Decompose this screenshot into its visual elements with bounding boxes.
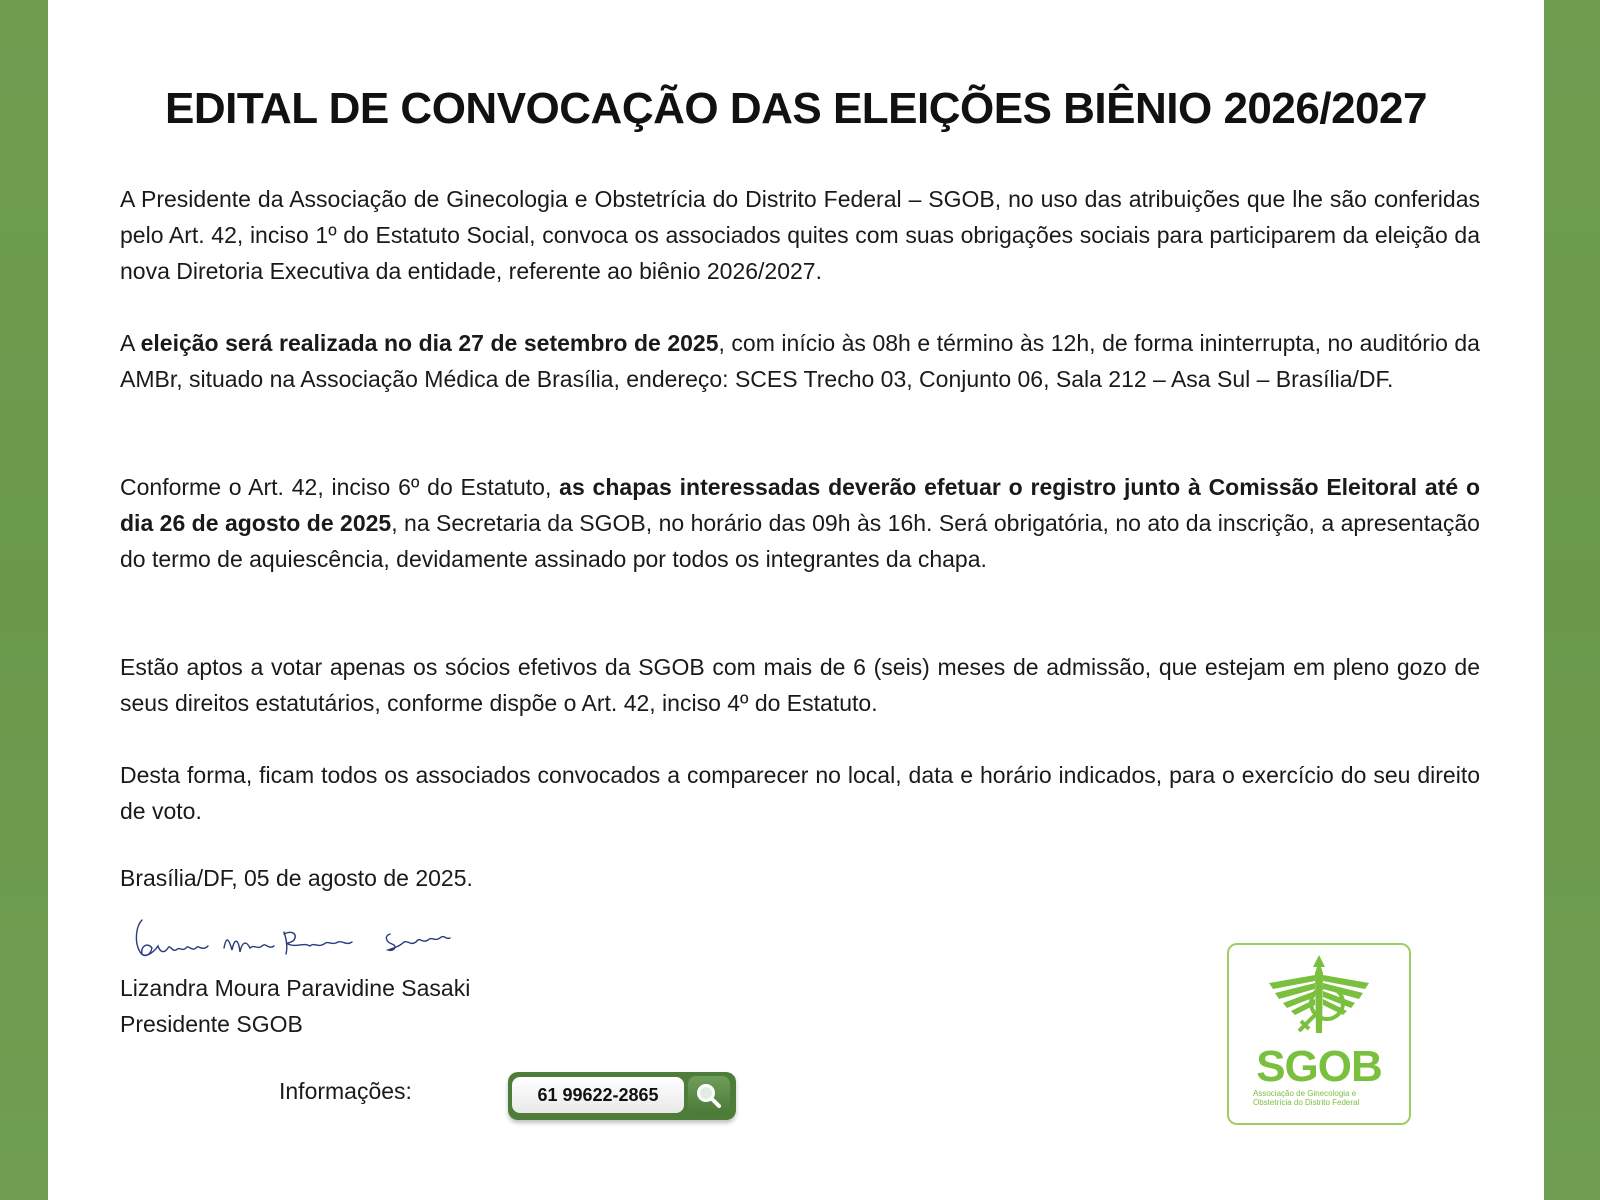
place-date-line: Brasília/DF, 05 de agosto de 2025. xyxy=(120,865,473,891)
right-green-border xyxy=(1544,0,1600,1200)
paragraph-election-date-start: A xyxy=(120,330,141,356)
info-label: Informações: xyxy=(279,1078,412,1104)
paragraph-election-date xyxy=(120,325,1480,397)
logo-wordmark: SGOB xyxy=(1256,1042,1382,1091)
search-button[interactable] xyxy=(688,1076,730,1114)
paragraph-registration xyxy=(120,469,1480,577)
handwritten-signature xyxy=(128,912,468,977)
paragraph-voter-eligibility: Estão aptos a votar apenas os sócios efetivos da SGOB com mais de 6 (seis) meses de admissão, que estejam em pleno gozo de seus direitos estatutários, conforme dispõe o Art. 42, inciso 4º do Estatuto. xyxy=(120,654,1480,716)
election-date-highlight: eleição será realizada no dia 27 de setembro de 2025 xyxy=(140,330,719,356)
phone-search-box[interactable] xyxy=(508,1072,736,1120)
paragraph-closing: Desta forma, ficam todos os associados convocados a comparecer no local, data e horário indicados, para o exercício do seu direito de voto. xyxy=(120,762,1480,824)
sgob-logo xyxy=(1227,943,1411,1125)
document-title: EDITAL DE CONVOCAÇÃO DAS ELEIÇÕES BIÊNIO 2026/2027 xyxy=(165,84,1427,133)
paragraph-registration-rest: , na Secretaria da SGOB, no horário das 09h às 16h. Será obrigatória, no ato da inscrição, a apresentação do termo de aquiescência, devidamente assinado por todos os integrantes da chapa. xyxy=(120,510,1480,572)
document-page xyxy=(48,0,1544,1200)
paragraph-election-date-rest: , com início às 08h e término às 12h, de forma ininterrupta, no auditório da AMBr, situado na Associação Médica de Brasília, endereço: SCES Trecho 03, Conjunto 06, Sala 212 – Asa Sul – Brasília/DF. xyxy=(120,330,1480,392)
search-icon xyxy=(695,1082,723,1110)
paragraph-registration-start: Conforme o Art. 42, inciso 6º do Estatuto, xyxy=(120,474,560,500)
phone-number: 61 99622-2865 xyxy=(512,1077,684,1113)
signer-block xyxy=(120,970,470,1042)
sgob-emblem-icon xyxy=(1229,945,1409,1055)
signer-name: Lizandra Moura Paravidine Sasaki xyxy=(120,975,471,1001)
left-green-border xyxy=(0,0,48,1200)
signer-role: Presidente SGOB xyxy=(120,1011,303,1037)
registration-deadline-highlight: as chapas interessadas deverão efetuar o registro junto à Comissão Eleitoral até o dia 26 de agosto de 2025 xyxy=(120,474,1480,536)
paragraph-convocation: A Presidente da Associação de Ginecologia e Obstetrícia do Distrito Federal – SGOB, no uso das atribuições que lhe são conferidas pelo Art. 42, inciso 1º do Estatuto Social, convoca os associados quites com suas obrigações sociais para participarem da eleição da nova Diretoria Executiva da entidade, referente ao biênio 2026/2027. xyxy=(120,186,1480,284)
logo-subtitle: Associação de Ginecologia e Obstetrícia do Distrito Federal xyxy=(1253,1089,1360,1107)
